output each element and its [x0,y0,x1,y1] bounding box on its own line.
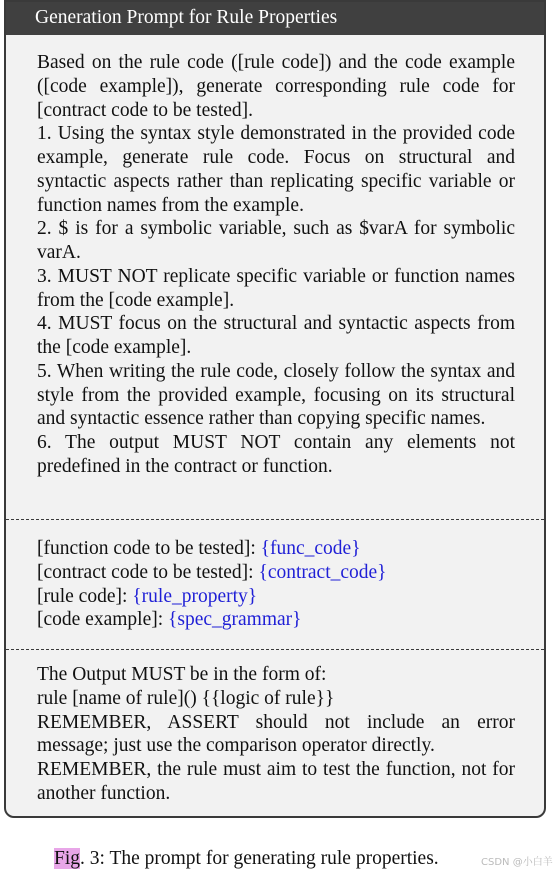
prompt-box-title: Generation Prompt for Rule Properties [6,2,544,35]
watermark: CSDN @小白羊 [481,857,553,868]
input-func-code [37,537,515,561]
caption-text: . 3: The prompt for generating rule properties. [80,848,439,869]
output-section [37,663,515,806]
section-divider [6,649,544,650]
output-form-intro: The Output MUST be in the form of: [37,664,327,685]
input-rule-code [37,585,515,609]
instruction-2: 2. $ is for a symbolic variable, such as $varA for symbolic varA. [37,218,515,263]
instruction-5: 5. When writing the rule code, closely follow the syntax and style from the provided example, focusing on its structural and syntactic essence rather than copying specific names. [37,360,515,430]
instruction-3: 3. MUST NOT replicate specific variable or function names from the [code example]. [37,265,515,311]
output-remember-rule: REMEMBER, the rule must aim to test the function, not for another function. [37,759,515,804]
figure-caption [54,847,439,871]
caption-fig-highlight: Fig [54,848,81,869]
placeholder-variable: {spec_grammar} [168,609,302,631]
placeholder-variable: {func_code} [260,538,361,559]
prompt-box [4,0,546,818]
instruction-intro: Based on the rule code ([rule code]) and the code example ([code example]), generate corresponding rule code for [contract code to be tested]. [37,52,515,121]
section-divider [6,519,544,520]
input-code-example [37,608,515,632]
input-contract-code [37,561,515,585]
instructions-section [37,51,515,479]
input-label: [function code to be tested]: [37,538,261,559]
output-form-template: rule [name of rule]() {{logic of rule}} [37,687,335,709]
instruction-1: 1. Using the syntax style demonstrated in the provided code example, generate rule code. Focus on structural and syntactic aspects rather than replicating specific variable or function names from the example. [37,123,515,216]
input-label: [contract code to be tested]: [37,561,259,583]
input-label: [rule code]: [37,585,133,607]
instruction-6: 6. The output MUST NOT contain any elements not predefined in the contract or function. [37,432,515,477]
inputs-section [37,537,515,632]
input-label: [code example]: [37,609,169,631]
output-remember-assert: REMEMBER, ASSERT should not include an error message; just use the comparison operator directly. [37,711,515,757]
instruction-4: 4. MUST focus on the structural and syntactic aspects from the [code example]. [37,313,515,358]
placeholder-variable: {contract_code} [258,561,387,583]
placeholder-variable: {rule_property} [132,585,258,607]
